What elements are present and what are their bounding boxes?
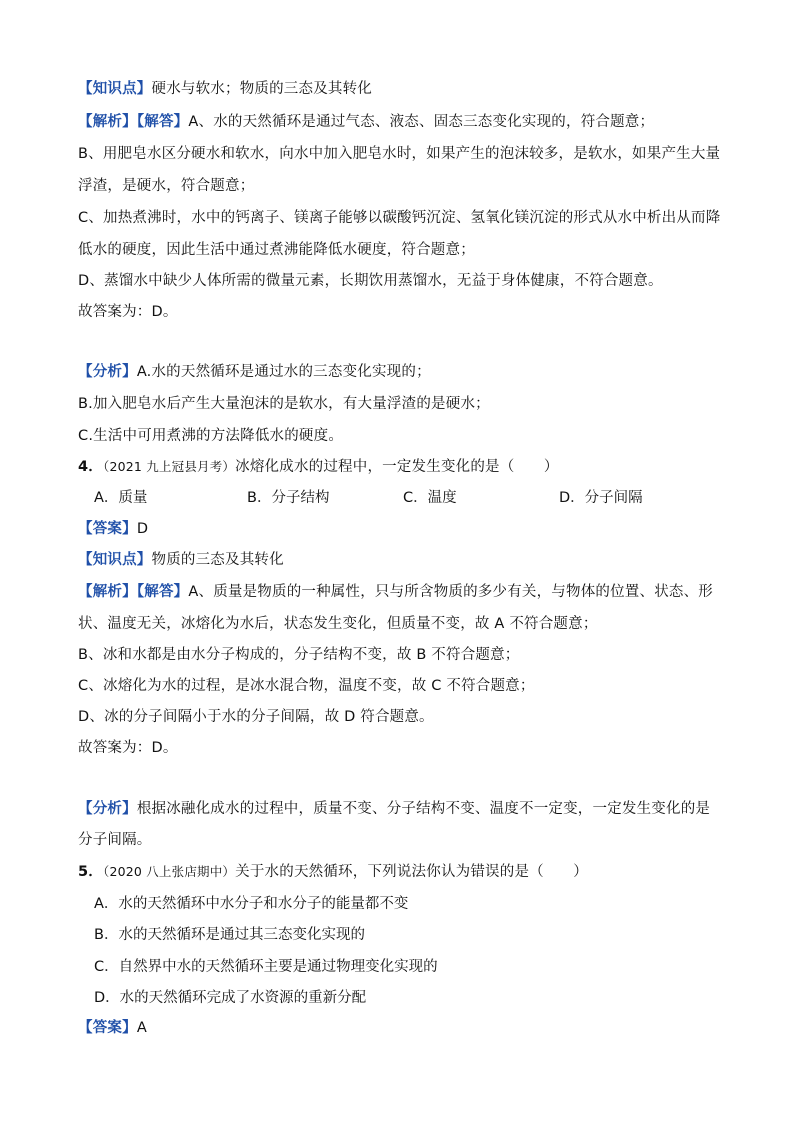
- answer-value: A: [136, 1020, 147, 1036]
- question-text: 关于水的天然循环，下列说法你认为错误的是（ ）: [235, 864, 588, 880]
- analysis-line-1: [78, 112, 654, 132]
- summary-line-2: 分子间隔。: [78, 832, 152, 848]
- analysis-tag: 【解析】: [78, 114, 137, 130]
- summary-line-1: [78, 362, 431, 382]
- question-source: （2020 八上张店期中）: [103, 864, 236, 879]
- analysis-line-2: B、用肥皂水区分硬水和软水，向水中加入肥皂水时，如果产生的泡沫较多，是软水，如果产生大量: [78, 146, 721, 162]
- option-c: C．自然界中水的天然循环主要是通过物理变化实现的: [94, 959, 438, 975]
- analysis-line-3: 浮渣，是硬水，符合题意；: [78, 178, 255, 194]
- analysis-line-3: B、冰和水都是由水分子构成的，分子结构不变，故 B 不符合题意；: [78, 647, 520, 663]
- question-number: 4．: [78, 459, 103, 475]
- question-number: 5．: [78, 864, 103, 880]
- summary-text: 根据冰融化成水的过程中，质量不变、分子结构不变、温度不一定变，一定发生变化的是: [136, 801, 711, 817]
- analysis-line-5: D、冰的分子间隔小于水的分子间隔，故 D 符合题意。: [78, 709, 434, 725]
- option-b: B．水的天然循环是通过其三态变化实现的: [94, 927, 365, 943]
- knowledge-point-tag: 【知识点】: [78, 552, 152, 568]
- final-answer-line: 故答案为：D。: [78, 304, 178, 320]
- analysis-line-1: [78, 582, 713, 602]
- answer-line: [78, 1018, 147, 1038]
- knowledge-point-line: [78, 79, 372, 99]
- analysis-text: A、质量是物质的一种属性，只与所含物质的多少有关，与物体的位置、状态、形: [188, 584, 713, 600]
- analysis-line-4: C、加热煮沸时，水中的钙离子、镁离子能够以碳酸钙沉淀、氢氧化镁沉淀的形式从水中析出从而降: [78, 210, 721, 226]
- final-answer-line: 故答案为：D。: [78, 740, 178, 756]
- knowledge-point-text: 物质的三态及其转化: [151, 552, 284, 568]
- answer-tag: 【答案】: [78, 521, 137, 537]
- solution-tag: 【解答】: [136, 114, 189, 130]
- option-a: A．水的天然循环中水分子和水分子的能量都不变: [94, 896, 409, 912]
- summary-line-1: [78, 799, 710, 819]
- answer-line: [78, 519, 148, 539]
- option-d: D．分子间隔: [559, 490, 643, 506]
- option-a: A．质量: [94, 490, 148, 506]
- question-source: （2021 九上冠县月考）: [103, 459, 236, 474]
- analysis-line-5: 低水的硬度，因此生活中通过煮沸能降低水硬度，符合题意；: [78, 242, 475, 258]
- option-c: C．温度: [403, 490, 457, 506]
- analysis-text: A、水的天然循环是通过气态、液态、固态三态变化实现的，符合题意；: [188, 114, 655, 130]
- knowledge-point-text: 硬水与软水；物质的三态及其转化: [151, 81, 372, 97]
- option-b: B．分子结构: [247, 490, 330, 506]
- analysis-line-6: D、蒸馏水中缺少人体所需的微量元素，长期饮用蒸馏水，无益于身体健康，不符合题意。: [78, 273, 663, 289]
- answer-value: D: [136, 521, 149, 537]
- knowledge-point-line: [78, 550, 284, 570]
- summary-tag: 【分析】: [78, 801, 137, 817]
- summary-tag: 【分析】: [78, 364, 137, 380]
- solution-tag: 【解答】: [136, 584, 189, 600]
- analysis-line-2: 状、温度无关，冰熔化为水后，状态发生变化，但质量不变，故 A 不符合题意；: [78, 616, 598, 632]
- summary-text: A.水的天然循环是通过水的三态变化实现的；: [136, 364, 431, 380]
- summary-line-3: C.生活中可用煮沸的方法降低水的硬度。: [78, 428, 344, 444]
- knowledge-point-tag: 【知识点】: [78, 81, 152, 97]
- question-text: 冰熔化成水的过程中，一定发生变化的是（ ）: [235, 459, 559, 475]
- summary-line-2: B.加入肥皂水后产生大量泡沫的是软水，有大量浮渣的是硬水；: [78, 396, 490, 412]
- option-d: D．水的天然循环完成了水资源的重新分配: [94, 990, 367, 1006]
- answer-tag: 【答案】: [78, 1020, 137, 1036]
- analysis-tag: 【解析】: [78, 584, 137, 600]
- question-5-stem: [78, 862, 588, 882]
- analysis-line-4: C、冰熔化为水的过程，是冰水混合物，温度不变，故 C 不符合题意；: [78, 678, 535, 694]
- question-4-stem: [78, 457, 559, 477]
